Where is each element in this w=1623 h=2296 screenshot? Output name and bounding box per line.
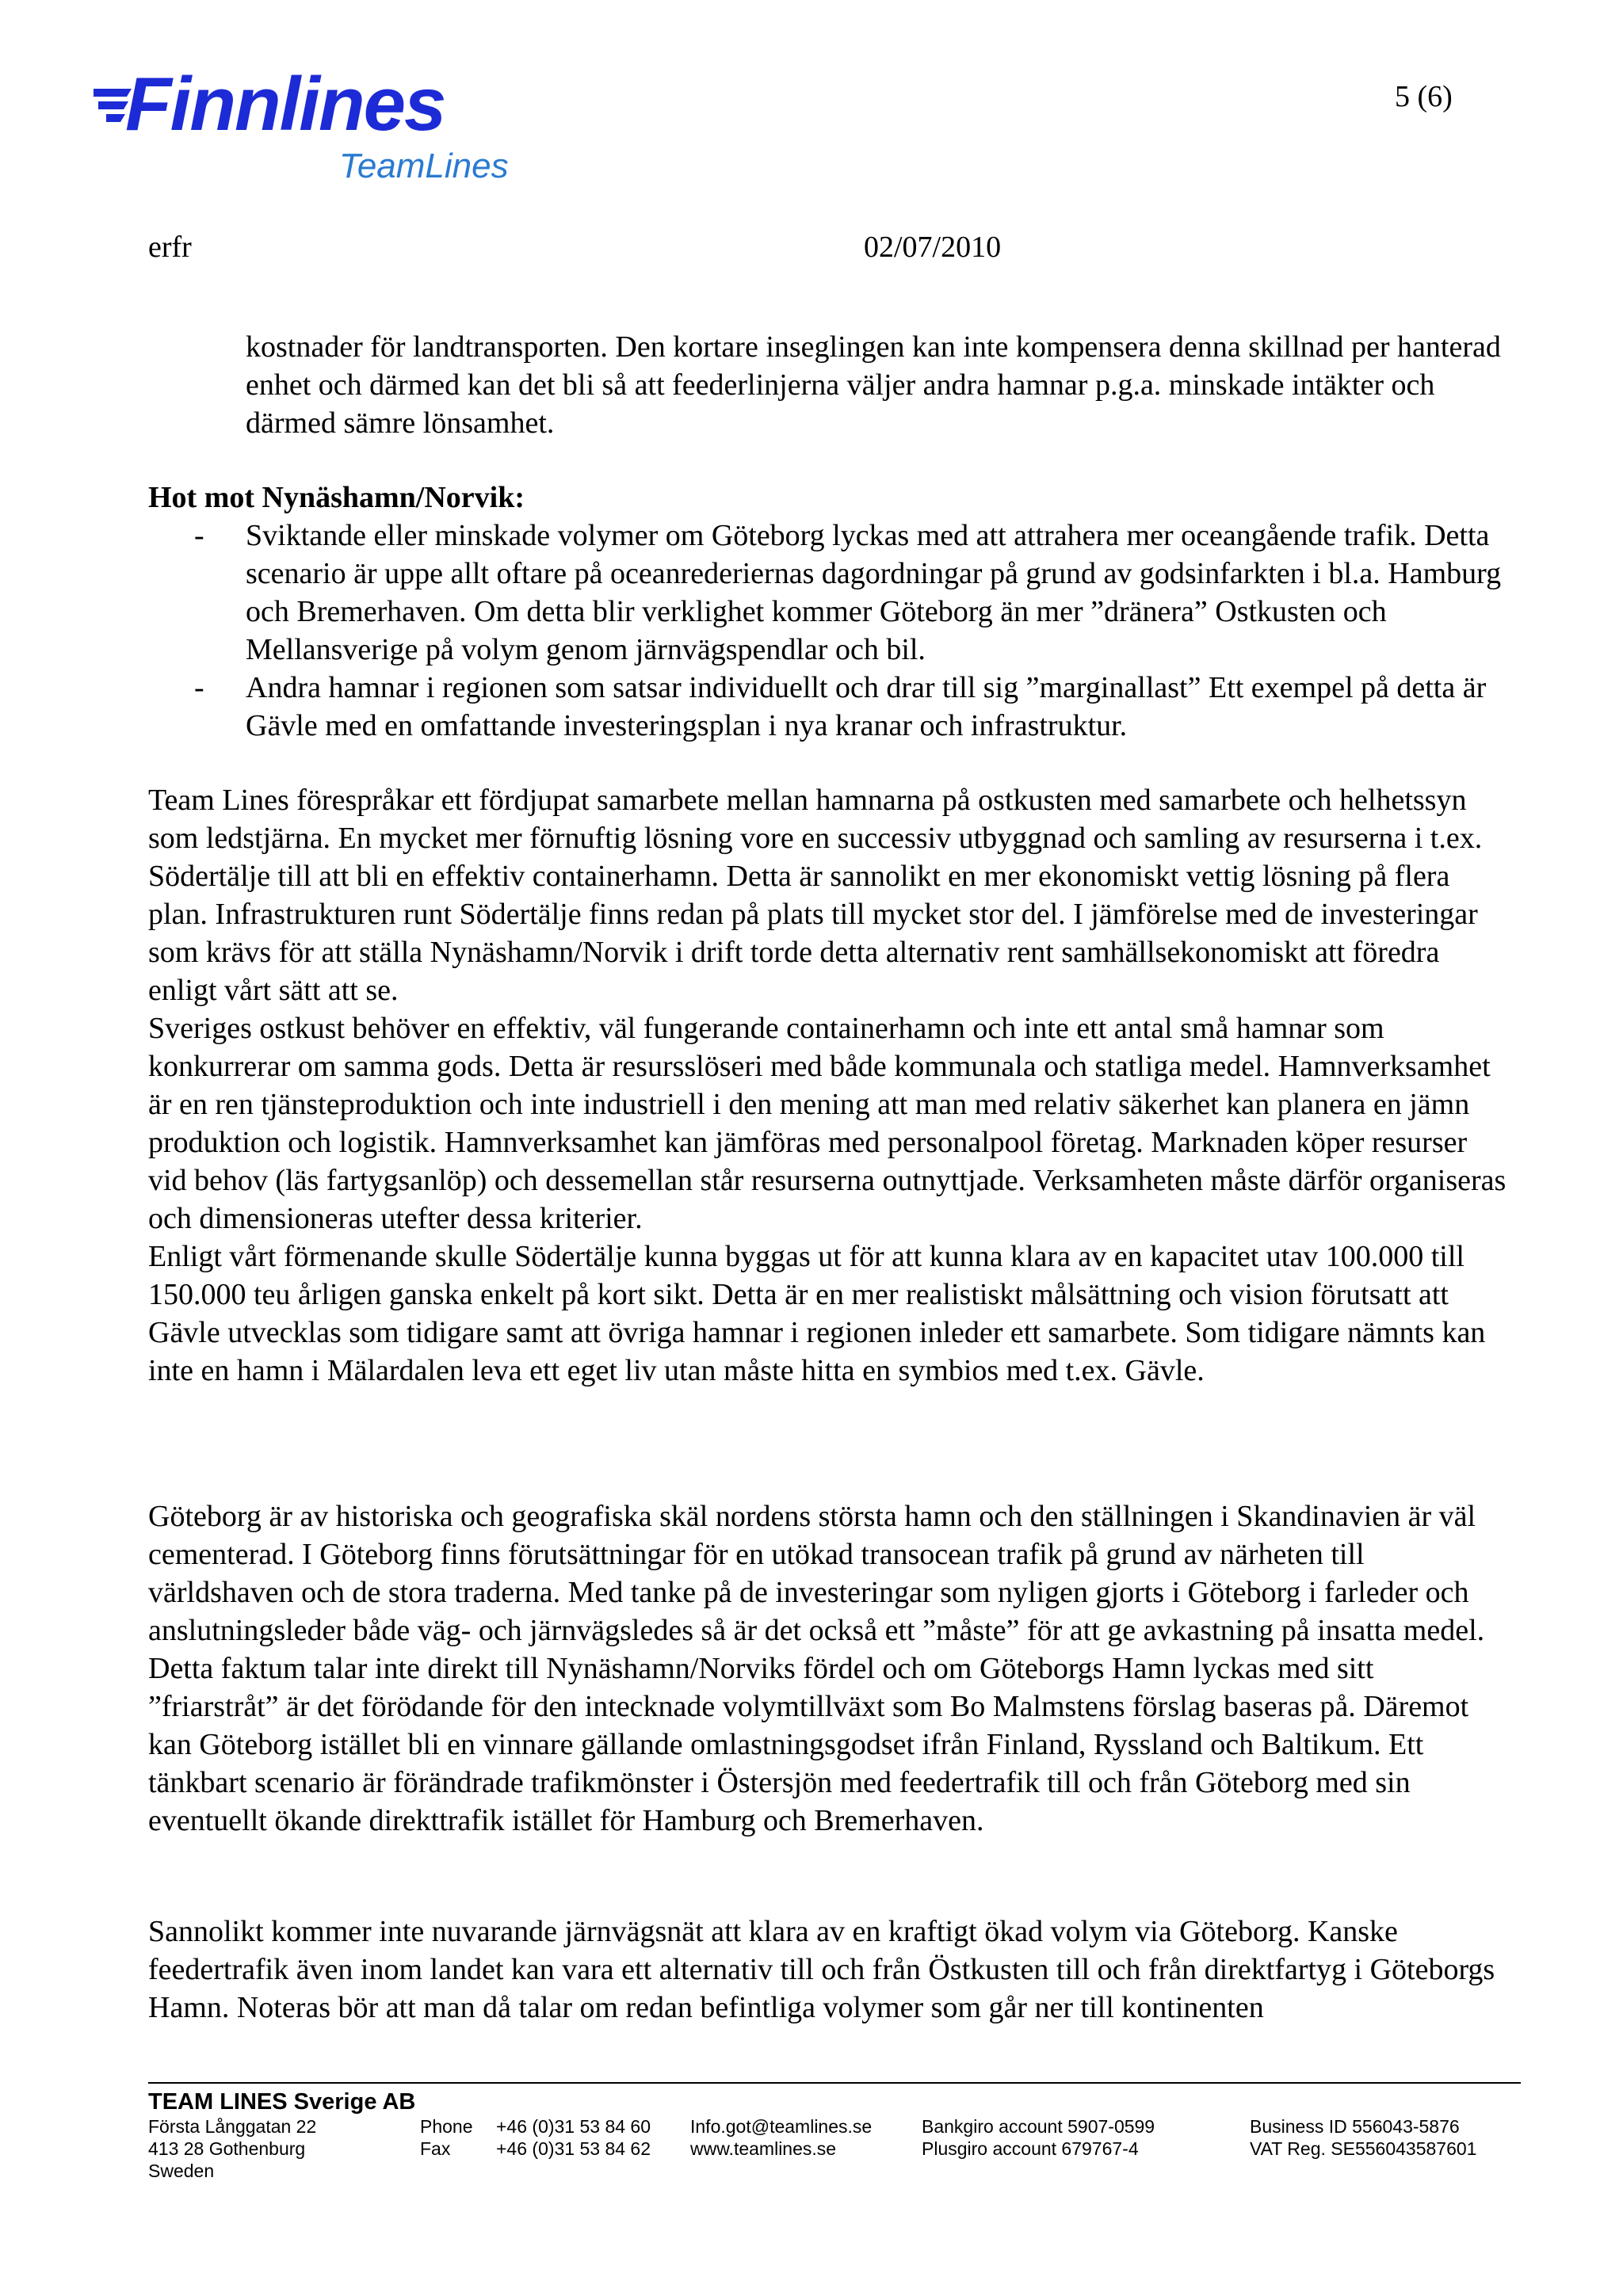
intro-paragraph: kostnader för landtransporten. Den kortare inseglingen kan inte kompensera denna skillnad per hanterad enhet och därmed kan det bli så att feederlinjerna väljer andra hamnar p.g.a. minskade intäkter och därmed sämre lönsamhet. [246, 330, 1501, 440]
document-date: 02/07/2010 [864, 231, 1002, 264]
footer-accounts [922, 2115, 1155, 2160]
page-number: 5 (6) [1395, 80, 1453, 113]
threat-list [148, 517, 1511, 745]
fax-label: Fax [420, 2138, 451, 2159]
document-reference: erfr [148, 231, 192, 264]
body-section [148, 781, 1511, 1390]
footer-company: TEAM LINES Sverige AB [148, 2089, 416, 2115]
footer-divider [148, 2082, 1521, 2084]
address-line: Sweden [148, 2161, 215, 2181]
goteborg-paragraph: Göteborg är av historiska och geografiska skäl nordens största hamn och den ställningen i Skandinavien är väl cementerad. I Göteborg finns förutsättningar för en utökad transocean trafik på grund av närheten till världshaven och de stora traderna. Med tanke på de investeringar som nyligen gjorts i Göteborg i farleder och anslutningsleder både väg- och järnvägsledes så är det också ett ”måste” för att ge avkastning på insatta medel. Detta faktum talar inte direkt till Nynäshamn/Norviks fördel och om Göteborgs Hamn lyckas med sitt ”friarstråt” är det förödande för den intecknade volymtillväxt som Bo Malmstens förslag baseras på. Däremot kan Göteborg istället bli en vinnare gällande omlastningsgodset ifrån Finland, Ryssland och Baltikum. Ett tänkbart scenario är förändrade trafikmönster i Östersjön med feedertrafik till och från Göteborg med sin eventuellt ökande direkttrafik istället för Hamburg och Bremerhaven. [148, 1500, 1485, 1837]
footer-address [148, 2115, 316, 2182]
footer-online [690, 2115, 872, 2160]
threat-text: Andra hamnar i regionen som satsar individuellt och drar till sig ”marginallast” Ett exempel på detta är Gävle med en omfattande investeringsplan i nya kranar och infrastruktur. [246, 671, 1487, 742]
finnlines-logo [94, 65, 537, 192]
business-id: Business ID 556043-5876 [1250, 2116, 1460, 2137]
bullet-dash: - [194, 671, 204, 704]
plusgiro-account: Plusgiro account 679767-4 [922, 2138, 1139, 2159]
fax-number: +46 (0)31 53 84 62 [496, 2138, 651, 2159]
logo-subname: TeamLines [339, 147, 509, 185]
footer-contact-labels [420, 2115, 473, 2160]
email-link[interactable]: Info.got@teamlines.se [690, 2116, 873, 2137]
footer-contact-numbers [496, 2115, 651, 2160]
bankgiro-account: Bankgiro account 5907-0599 [922, 2116, 1155, 2137]
phone-number: +46 (0)31 53 84 60 [496, 2116, 651, 2137]
list-item [148, 517, 1511, 669]
sodertalje-paragraph: Enligt vårt förmenande skulle Södertälje kunna byggas ut för att kunna klara av en kapacitet utav 100.000 till 150.000 teu årligen ganska enkelt på kort sikt. Detta är en mer realistiskt målsättning och vision förutsatt att Gävle utvecklas som tidigare samt att övriga hamnar i regionen inleder ett samarbete. Som tidigare nämnts kan inte en hamn i Mälardalen leva ett eget liv utan måste hitta en symbios med t.ex. Gävle. [148, 1240, 1486, 1387]
team-lines-paragraph: Team Lines förespråkar ett fördjupat samarbete mellan hamnarna på ostkusten med samarbete och helhetssyn som ledstjärna. En mycket mer förnuftig lösning vore en successiv utbyggnad och samling av resurserna i t.ex. Södertälje till att bli en effektiv containerhamn. Detta är sannolikt en mer ekonomiskt vettig lösning på flera plan. Infrastrukturen runt Södertälje finns redan på plats till mycket stor del. I jämförelse med de investeringar som krävs för att ställa Nynäshamn/Norvik i drift torde detta alternativ rent samhällsekonomiskt att föredra enligt vårt sätt att se. [148, 784, 1483, 1007]
ostkust-paragraph: Sveriges ostkust behöver en effektiv, väl fungerande containerhamn och inte ett antal små hamnar som konkurrerar om samma gods. Detta är resursslöseri med både kommunala och statliga medel. Hamnverksamhet är en ren tjänsteproduktion och inte industriell i den mening att man med relativ säkerhet kan planera en jämn produktion och logistik. Hamnverksamhet kan jämföras med personalpool företag. Marknaden köper resurser vid behov (läs fartygsanlöp) och dessemellan står resurserna outnyttjade. Verksamheten måste därför organiseras och dimensioneras utefter dessa kriterier. [148, 1012, 1507, 1235]
list-item [148, 669, 1511, 745]
website-link[interactable]: www.teamlines.se [690, 2138, 837, 2159]
footer-registration [1250, 2115, 1476, 2160]
threat-text: Sviktande eller minskade volymer om Göteborg lyckas med att attrahera mer oceangående trafik. Detta scenario är uppe allt oftare på oceanrederiernas dagordningar på grund av godsinfarkten i bl.a. Hamburg och Bremerhaven. Om detta blir verklighet kommer Göteborg än mer ”dränera” Ostkusten och Mellansverige på volym genom järnvägspendlar och bil. [246, 519, 1502, 666]
phone-label: Phone [420, 2116, 473, 2137]
address-line: 413 28 Gothenburg [148, 2138, 306, 2159]
bullet-dash: - [194, 519, 204, 552]
vat-registration: VAT Reg. SE556043587601 [1250, 2138, 1477, 2159]
threat-heading: Hot mot Nynäshamn/Norvik: [148, 481, 525, 514]
address-line: Första Långgatan 22 [148, 2116, 317, 2137]
logo-wordmark: Finnlines [125, 65, 445, 147]
jarnvag-paragraph: Sannolikt kommer inte nuvarande järnvägsnät att klara av en kraftigt ökad volym via Göteborg. Kanske feedertrafik även inom landet kan vara ett alternativ till och från Östkusten till och från direktfartyg i Göteborgs Hamn. Noteras bör att man då talar om redan befintliga volymer som går ner till kontinenten [148, 1915, 1495, 2024]
